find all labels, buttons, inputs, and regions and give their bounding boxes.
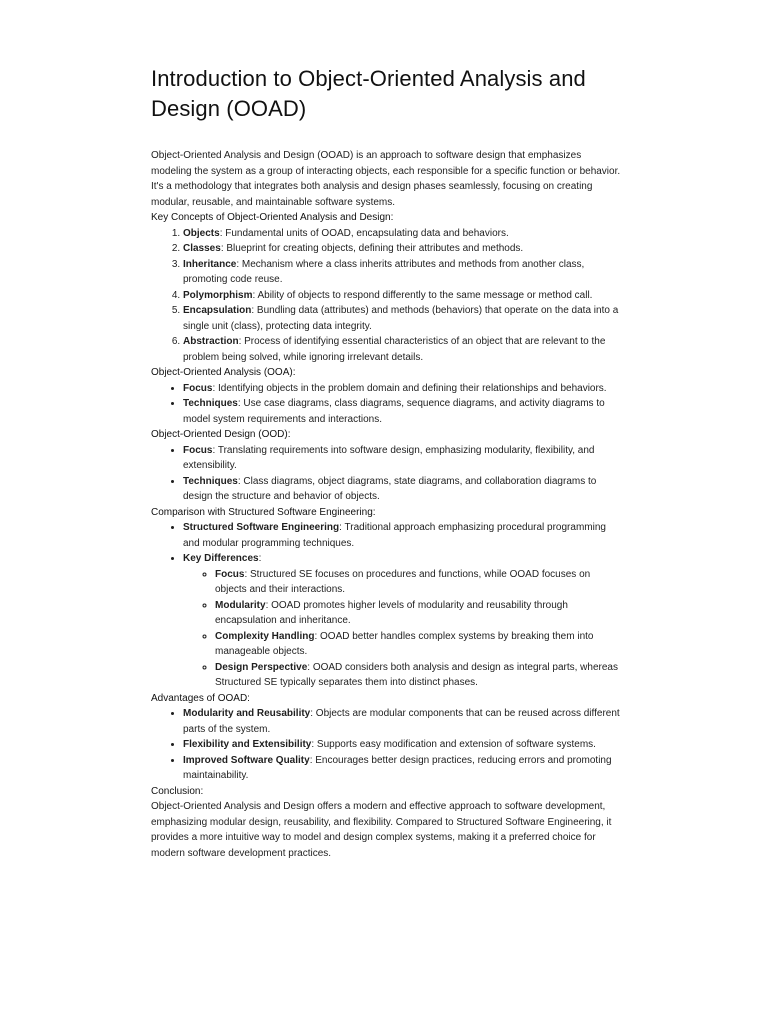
list-item: ◦ Focus: Structured SE focuses on procedures and functions, while OOAD focuses on objects and their interactions.	[215, 567, 621, 598]
key-concepts-list	[151, 226, 621, 366]
list-item: 4. Polymorphism: Ability of objects to respond differently to the same message or method call.	[183, 288, 621, 304]
list-item: • Flexibility and Extensibility: Supports easy modification and extension of software systems.	[183, 737, 621, 753]
comparison-list	[151, 520, 621, 691]
list-item: • Structured Software Engineering: Traditional approach emphasizing procedural programming and modular programming techniques.	[183, 520, 621, 551]
differences-list	[183, 567, 621, 691]
advantages-heading: Advantages of OOAD:	[151, 692, 250, 704]
ood-list	[151, 443, 621, 505]
list-item: ◦ Complexity Handling: OOAD better handles complex systems by breaking them into manageable objects.	[215, 629, 621, 660]
list-item: 3. Inheritance: Mechanism where a class inherits attributes and methods from another class, promoting code reuse.	[183, 257, 621, 288]
list-item: 6. Abstraction: Process of identifying essential characteristics of an object that are relevant to the problem being solved, while ignoring irrelevant details.	[183, 334, 621, 365]
comparison-heading: Comparison with Structured Software Engineering:	[151, 506, 376, 518]
list-item: 1. Objects: Fundamental units of OOAD, encapsulating data and behaviors.	[183, 226, 621, 242]
conclusion-heading: Conclusion:	[151, 785, 204, 797]
list-item: • Improved Software Quality: Encourages better design practices, reducing errors and promoting maintainability.	[183, 753, 621, 784]
list-item: • Modularity and Reusability: Objects are modular components that can be reused across different parts of the system.	[183, 706, 621, 737]
list-item: • Focus: Identifying objects in the problem domain and defining their relationships and behaviors.	[183, 381, 621, 397]
list-item: ◦ Design Perspective: OOAD considers both analysis and design as integral parts, whereas Structured SE typically separates them into distinct phases.	[215, 660, 621, 691]
ooa-heading: Object-Oriented Analysis (OOA):	[151, 367, 296, 378]
list-item: • Key Differences: ◦ Focus: Structured SE focuses on procedures and functions, while OOAD focuses on objects and their interactions. ◦ Modularity: OOAD promotes higher levels of modularity and reusability through encapsulation and inheritance. ◦ Complexity Handling: OOAD better handles complex systems by breaking them into manageable objects. ◦ Design Perspective: OOAD considers both analysis and design as integral parts, whereas Structured SE typically separates them into distinct phases.	[183, 551, 621, 691]
key-concepts-heading: Key Concepts of Object-Oriented Analysis and Design:	[151, 212, 394, 223]
intro-paragraph: Object-Oriented Analysis and Design (OOAD) is an approach to software design that emphasizes modeling the system as a group of interacting objects, each responsible for a specific function or behavior. It's a methodology that integrates both analysis and design phases seamlessly, focusing on creating modular, reusable, and maintainable software systems.	[151, 150, 621, 208]
list-item: 2. Classes: Blueprint for creating objects, defining their attributes and methods.	[183, 241, 621, 257]
document-content	[151, 64, 621, 861]
ood-heading: Object-Oriented Design (OOD):	[151, 429, 291, 440]
list-item: • Techniques: Use case diagrams, class diagrams, sequence diagrams, and activity diagrams to model system requirements and interactions.	[183, 396, 621, 427]
list-item: • Focus: Translating requirements into software design, emphasizing modularity, flexibility, and extensibility.	[183, 443, 621, 474]
list-item: ◦ Modularity: OOAD promotes higher levels of modularity and reusability through encapsulation and inheritance.	[215, 598, 621, 629]
advantages-list	[151, 706, 621, 784]
list-item: • Techniques: Class diagrams, object diagrams, state diagrams, and collaboration diagrams to design the structure and behavior of objects.	[183, 474, 621, 505]
conclusion-paragraph: Object-Oriented Analysis and Design offers a modern and effective approach to software development, emphasizing modular design, reusability, and flexibility. Compared to Structured Software Engineering, it provides a more intuitive way to model and design complex systems, making it a preferred choice for modern software development practices.	[151, 801, 612, 859]
ooa-list	[151, 381, 621, 428]
list-item: 5. Encapsulation: Bundling data (attributes) and methods (behaviors) that operate on the data into a single unit (class), protecting data integrity.	[183, 303, 621, 334]
page-title: Introduction to Object-Oriented Analysis and Design (OOAD)	[151, 66, 586, 121]
